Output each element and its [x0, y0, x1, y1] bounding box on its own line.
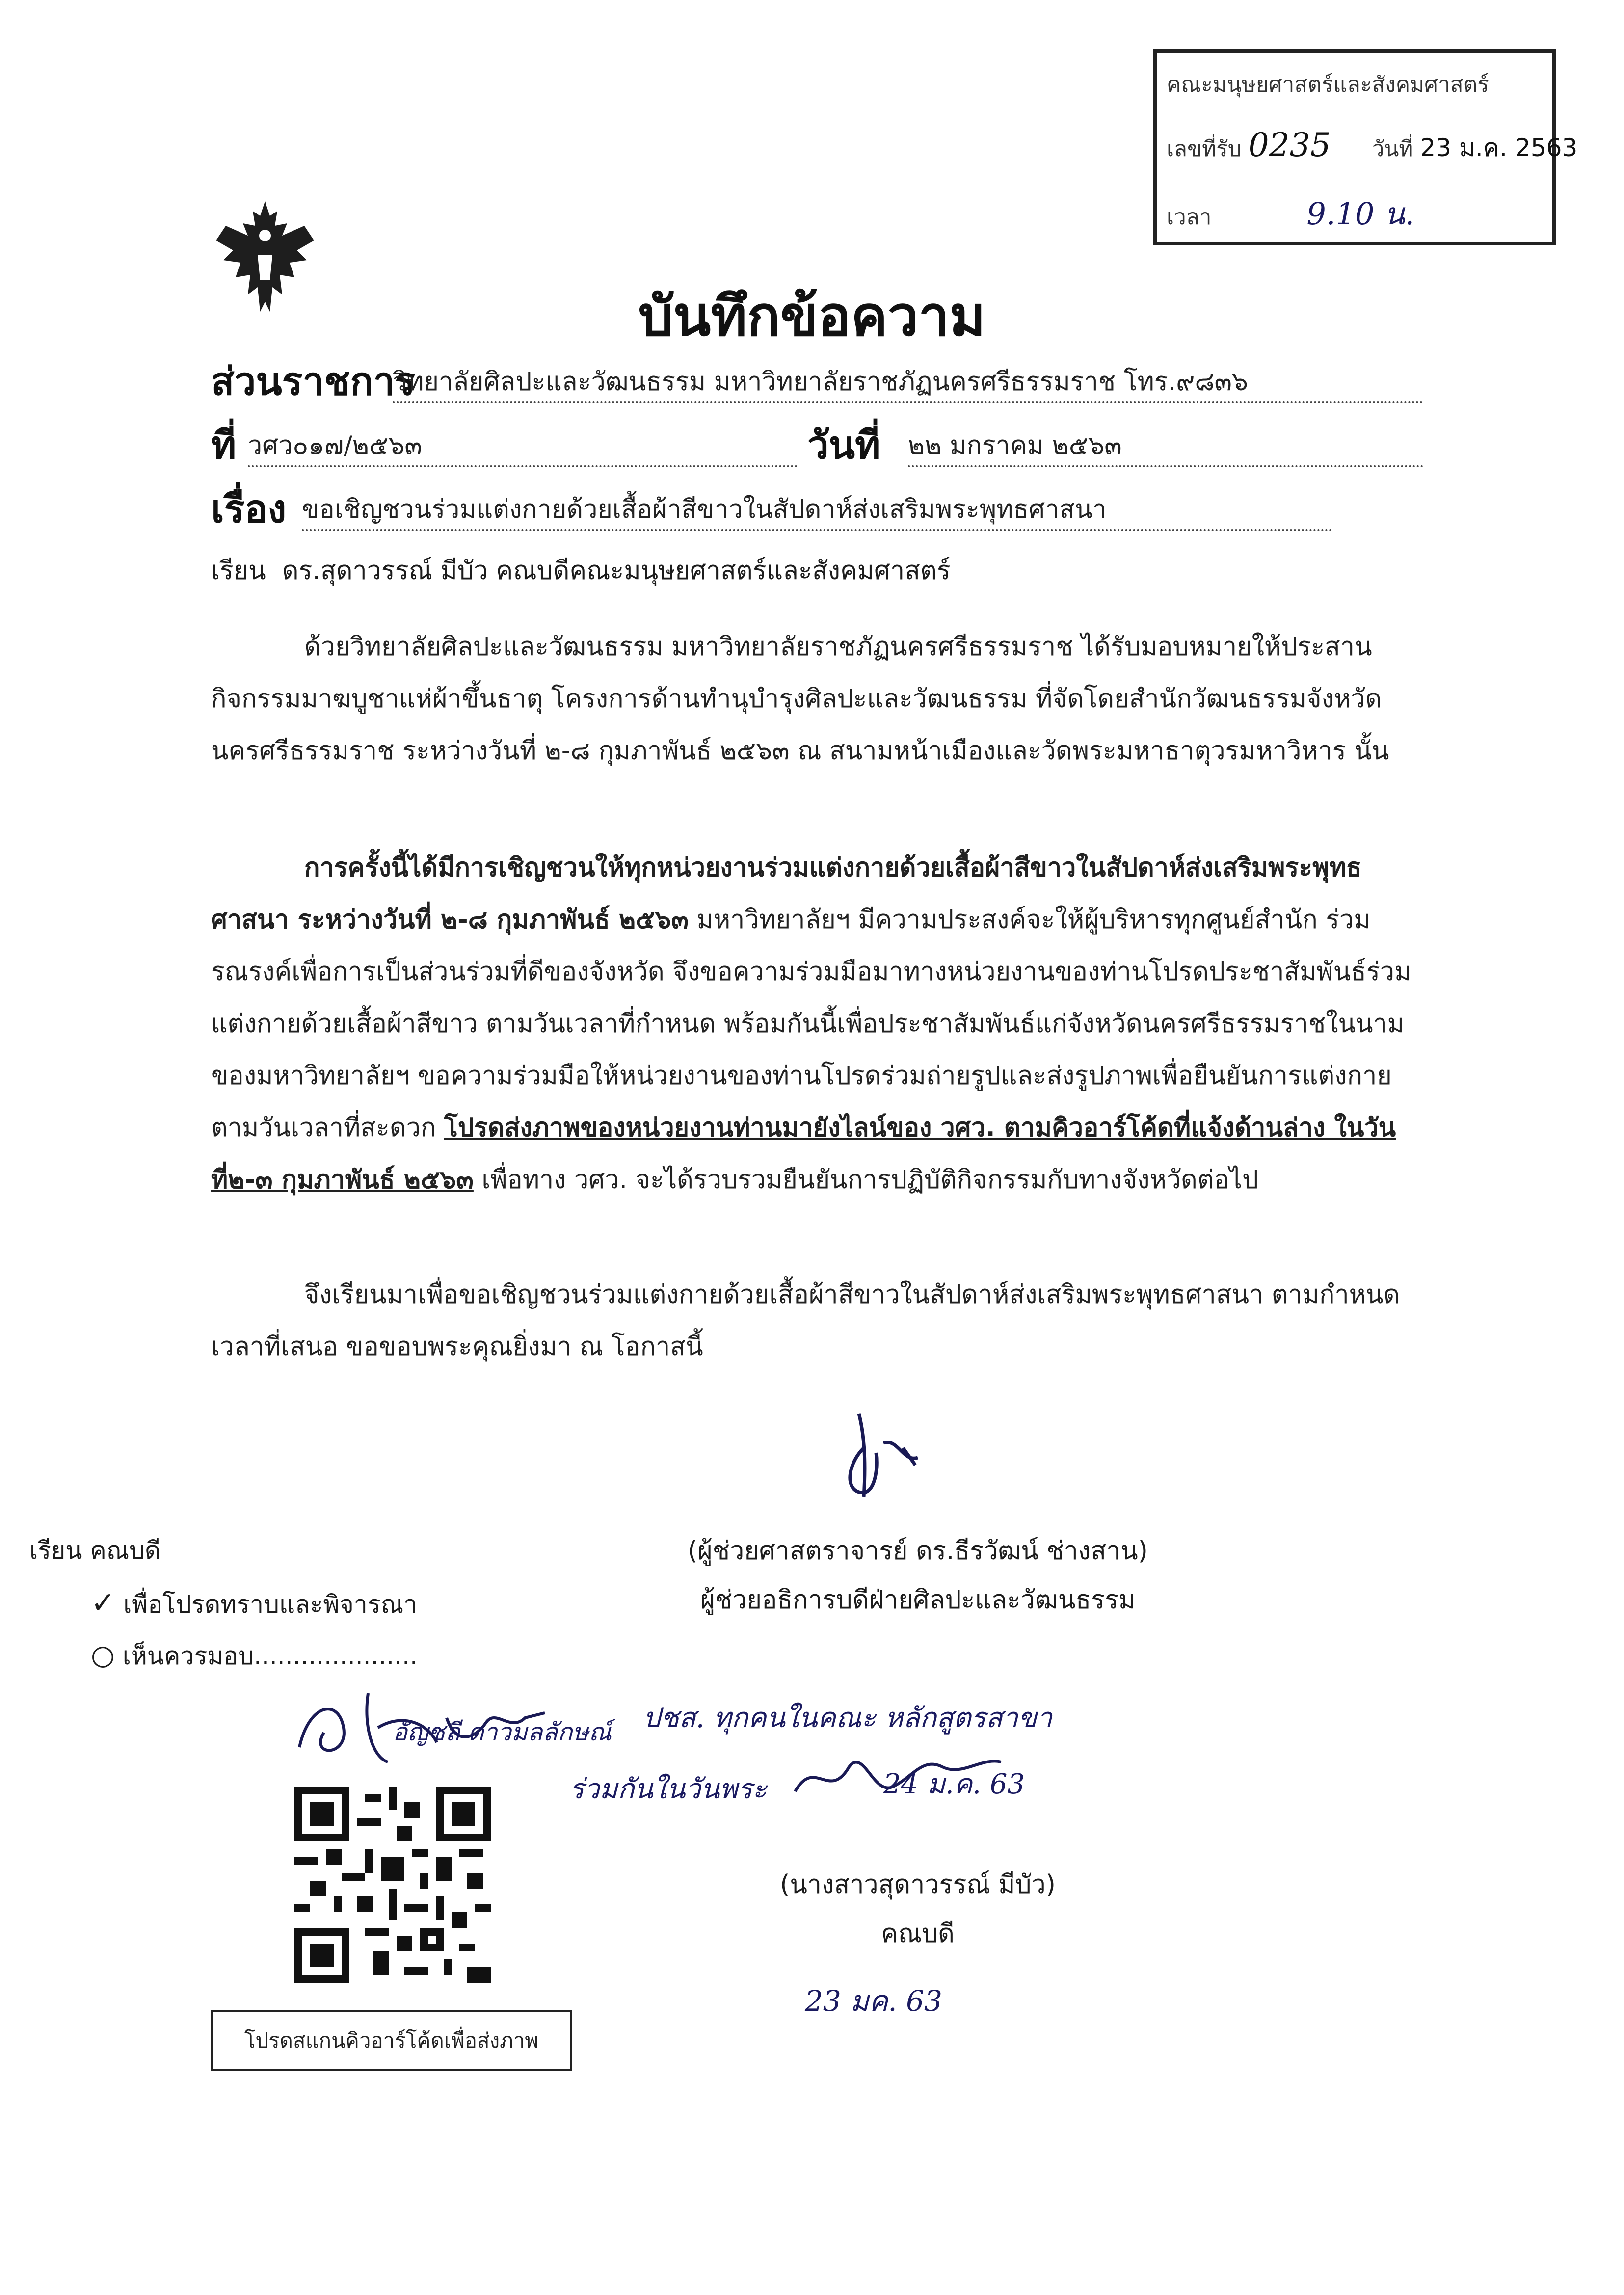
- agency-value: วิทยาลัยศิลปะและวัฒนธรรม มหาวิทยาลัยราชภัฏนครศรีธรรมราช โทร.๙๘๓๖: [393, 361, 1423, 403]
- qr-caption: โปรดสแกนคิวอาร์โค้ดเพื่อส่งภาพ: [244, 2028, 539, 2053]
- dean-block: [623, 1860, 1212, 1958]
- stamp-date-label: วันที่: [1372, 136, 1413, 161]
- signer-block: [623, 1526, 1212, 1625]
- memo-title: บันทึกข้อความ: [638, 285, 986, 348]
- checked-circle-icon: ✓: [91, 1586, 116, 1620]
- ref-value: วศว๐๑๗/๒๕๖๓: [248, 425, 798, 467]
- ref-label: ที่: [211, 424, 237, 468]
- routing-option-1-text: เพื่อโปรดทราบและพิจารณา: [123, 1590, 418, 1619]
- to-label: เรียน: [211, 556, 266, 586]
- stamp-number-row: [1167, 126, 1577, 167]
- body-paragraph-3: [211, 1269, 1423, 1373]
- dean-position: คณบดี: [881, 1919, 955, 1948]
- subject-value: ขอเชิญชวนร่วมแต่งกายด้วยเสื้อผ้าสีขาวในสัปดาห์ส่งเสริมพระพุทธศาสนา: [302, 488, 1332, 531]
- subject-row: [211, 479, 1423, 532]
- signer-name: (ผู้ช่วยศาสตราจารย์ ดร.ธีรวัฒน์ ช่างสาน): [688, 1536, 1148, 1566]
- subject-label: เรื่อง: [211, 487, 287, 532]
- date-value: ๒๒ มกราคม ๒๕๖๓: [908, 425, 1423, 467]
- stamp-time-row: [1167, 190, 1414, 238]
- stamp-number-label: เลขที่รับ: [1167, 136, 1242, 161]
- qr-caption-box: [211, 2010, 572, 2071]
- agency-label: ส่วนราชการ: [211, 360, 416, 404]
- signer-signature: [829, 1404, 937, 1502]
- paragraph-3-text: จึงเรียนมาเพื่อขอเชิญชวนร่วมแต่งกายด้วยเสื้อผ้าสีขาวในสัปดาห์ส่งเสริมพระพุทธศาสนา ตามกำหนดเวลาที่เสนอ ขอขอบพระคุณยิ่งมา ณ โอกาสนี้: [211, 1280, 1400, 1361]
- to-value: ดร.สุดาวรรณ์ มีบัว คณบดีคณะมนุษยศาสตร์และสังคมศาสตร์: [282, 556, 951, 586]
- empty-circle-icon: ○: [91, 1639, 115, 1671]
- stamp-number-value: 0235: [1248, 126, 1331, 164]
- dean-note-date: 24 ม.ค. 63: [883, 1768, 1025, 1800]
- signer-position: ผู้ช่วยอธิการบดีฝ่ายศิลปะและวัฒนธรรม: [700, 1585, 1136, 1615]
- ref-date-row: [211, 415, 1423, 468]
- receipt-stamp: [1153, 49, 1578, 245]
- date-label: วันที่: [807, 424, 880, 468]
- stamp-time-label: เวลา: [1167, 205, 1212, 230]
- stamp-time-value: 9.10 น.: [1306, 196, 1415, 232]
- dean-note-line-2: ร่วมกันในวันพระ: [569, 1773, 768, 1805]
- routing-option-2: [91, 1637, 418, 1676]
- paragraph-2-bold-deadline: โปรดส่งภาพของหน่วยงานท่านมายังไลน์ของ วศว. ตามคิวอาร์โค้ดที่แจ้งด้านล่าง ในวันที่๒-๓ กุมภาพันธ์ ๒๕๖๓: [211, 1113, 1396, 1195]
- paragraph-1-text: ด้วยวิทยาลัยศิลปะและวัฒนธรรม มหาวิทยาลัยราชภัฏนครศรีธรรมราช ได้รับมอบหมายให้ประสานกิจกรรมมาฆบูชาแห่ผ้าขึ้นธาตุ โครงการด้านทำนุบำรุงศิลปะและวัฒนธรรม ที่จัดโดยสำนักวัฒนธรรมจังหวัดนครศรีธรรมราช ระหว่างวันที่ ๒-๘ กุมภาพันธ์ ๒๕๖๓ ณ สนามหน้าเมืองและวัดพระมหาธาตุวรมหาวิหาร นั้น: [211, 632, 1389, 766]
- routing-to: เรียน คณบดี: [29, 1536, 161, 1565]
- paragraph-2-end: เพื่อทาง วศว. จะได้รวบรวมยืนยันการปฏิบัติกิจกรรมกับทางจังหวัดต่อไป: [473, 1165, 1258, 1195]
- dean-note-line-1: ปชส. ทุกคนในคณะ หลักสูตรสาขา: [643, 1702, 1052, 1734]
- stamp-date-value: 23 ม.ค. 2563: [1420, 133, 1578, 162]
- to-row: [211, 550, 951, 590]
- dean-handwritten-date: 23 มค. 63: [805, 1984, 942, 2018]
- body-paragraph-2: [211, 842, 1423, 1206]
- paragraph-2-bold: การครั้งนี้ได้มีการเชิญชวนให้ทุกหน่วยงานร่วมแต่งกายด้วยเสื้อผ้าสีขาวในสัปดาห์ส่งเสริมพระพุทธศาสนา ระหว่างวันที่ ๒-๘ กุมภาพันธ์ ๒๕๖๓: [211, 853, 1362, 934]
- line-qr-code-icon[interactable]: [294, 1787, 491, 1983]
- routing-option-1: [91, 1585, 417, 1624]
- routing-signature: อัญชลี ดาวมลลักษณ์: [393, 1718, 612, 1746]
- routing-option-2-text: เห็นควรมอบ.....................: [122, 1642, 418, 1670]
- stamp-org: คณะมนุษยศาสตร์และสังคมศาสตร์: [1167, 72, 1489, 97]
- agency-row: [211, 351, 1423, 404]
- paragraph-2-mid: มหาวิทยาลัยฯ มีความประสงค์จะให้ผู้บริหารทุกศูนย์สำนัก ร่วมรณรงค์เพื่อการเป็นส่วนร่วมที่ดีของจังหวัด จึงขอความร่วมมือมาทางหน่วยงานของท่านโปรดประชาสัมพันธ์ร่วมแต่งกายด้วยเสื้อผ้าสีขาว ตามวันเวลาที่กำหนด พร้อมกันนี้เพื่อประชาสัมพันธ์แก่จังหวัดนครศรีธรรมราชในนามของมหาวิทยาลัยฯ ขอความร่วมมือให้หน่วยงานของท่านโปรดร่วมถ่ายรูปและส่งรูปภาพเพื่อยืนยันการแต่งกาย ตามวันเวลาที่สะดวก: [211, 905, 1411, 1143]
- body-paragraph-1: [211, 621, 1423, 777]
- dean-name: (นางสาวสุดาวรรณ์ มีบัว): [780, 1870, 1056, 1899]
